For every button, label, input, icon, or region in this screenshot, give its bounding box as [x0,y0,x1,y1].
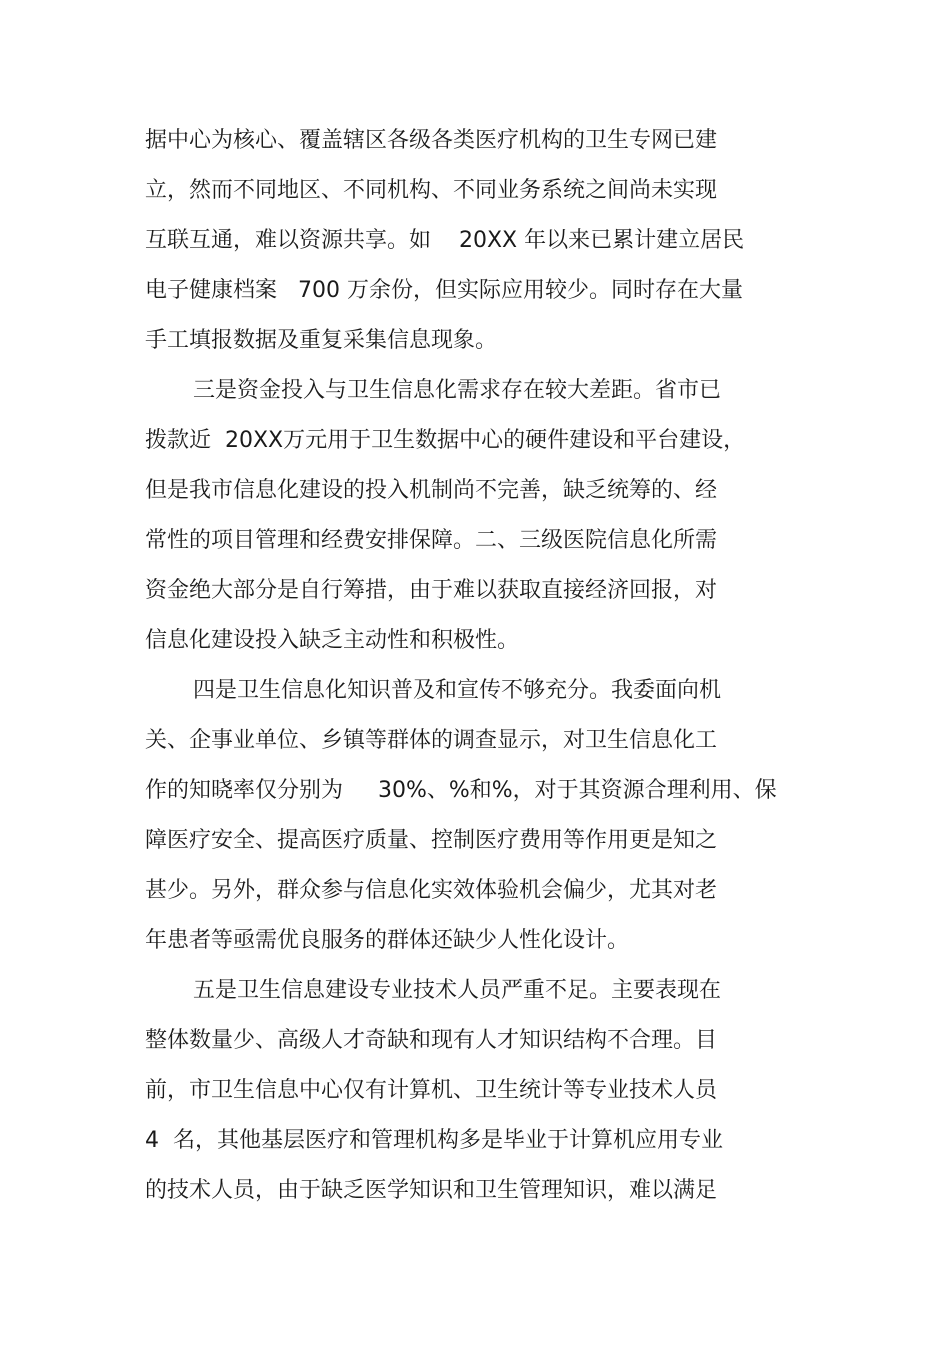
text-line: 作的知晓率仅分别为 30%、%和%，对于其资源合理利用、保 [145,778,777,803]
text-line: 常性的项目管理和经费安排保障。二、三级医院信息化所需 [145,528,718,553]
text-line: 障医疗安全、提高医疗质量、控制医疗费用等作用更是知之 [145,828,718,853]
text-line: 立，然而不同地区、不同机构、不同业务系统之间尚未实现 [145,178,718,203]
text-line: 手工填报数据及重复采集信息现象。 [145,328,498,353]
text-line: 的技术人员，由于缺乏医学知识和卫生管理知识，难以满足 [145,1178,718,1203]
paragraph-start-line: 四是卫生信息化知识普及和宣传不够充分。我委面向机 [193,678,722,703]
text-line: 年患者等亟需优良服务的群体还缺少人性化设计。 [145,928,630,953]
text-line: 整体数量少、高级人才奇缺和现有人才知识结构不合理。目 [145,1028,718,1053]
text-line: 但是我市信息化建设的投入机制尚不完善，缺乏统筹的、经 [145,478,718,503]
text-line: 资金绝大部分是自行筹措，由于难以获取直接经济回报，对 [145,578,718,603]
text-line: 前，市卫生信息中心仅有计算机、卫生统计等专业技术人员 [145,1078,718,1103]
text-line: 甚少。另外，群众参与信息化实效体验机会偏少，尤其对老 [145,878,718,903]
text-line: 关、企事业单位、乡镇等群体的调查显示，对卫生信息化工 [145,728,718,753]
text-line: 信息化建设投入缺乏主动性和积极性。 [145,628,520,653]
paragraph-start-line: 三是资金投入与卫生信息化需求存在较大差距。省市已 [193,378,722,403]
text-line: 互联互通，难以资源共享。如 20XX 年以来已累计建立居民 [145,228,745,253]
text-line: 拨款近 20XX万元用于卫生数据中心的硬件建设和平台建设， [145,428,746,453]
text-line: 4 名，其他基层医疗和管理机构多是毕业于计算机应用专业 [145,1128,723,1153]
text-line: 据中心为核心、覆盖辖区各级各类医疗机构的卫生专网已建 [145,128,718,153]
paragraph-start-line: 五是卫生信息建设专业技术人员严重不足。主要表现在 [193,978,722,1003]
text-line: 电子健康档案 700 万余份，但实际应用较少。同时存在大量 [145,278,743,303]
